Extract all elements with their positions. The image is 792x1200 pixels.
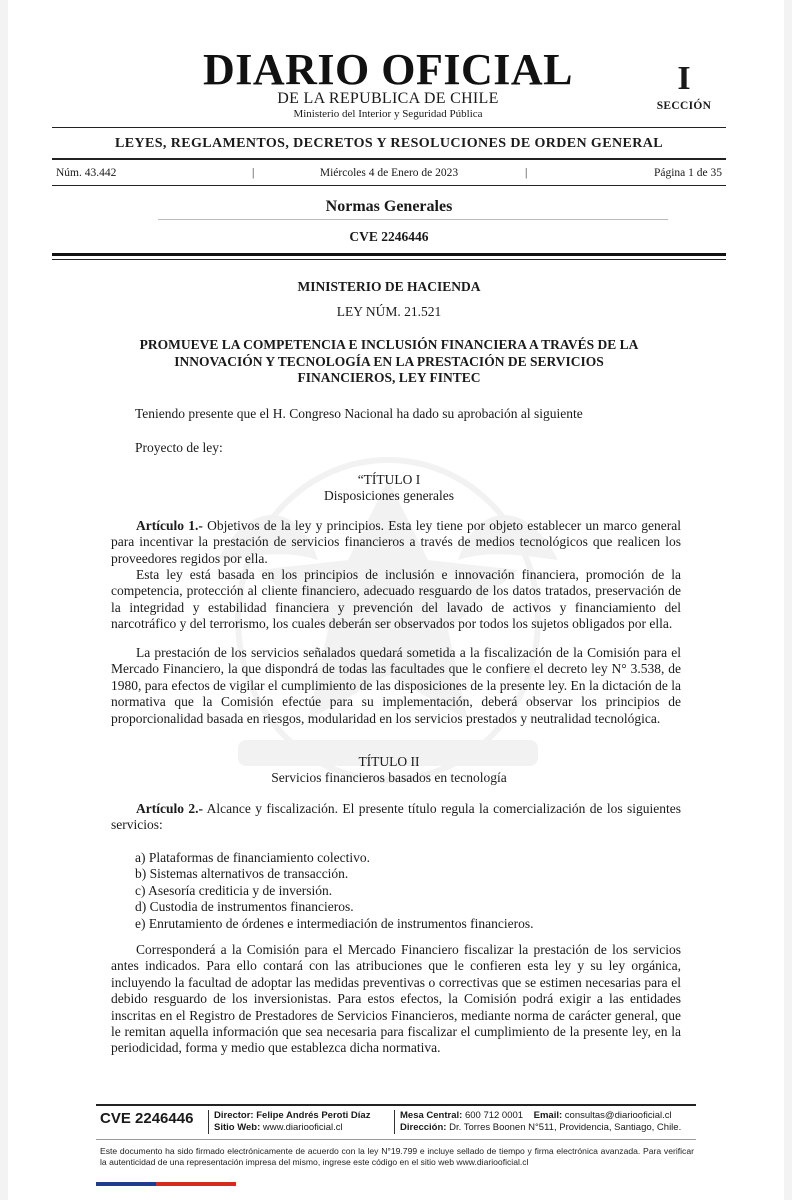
masthead-ministry: Ministerio del Interior y Seguridad Pública bbox=[293, 108, 483, 120]
article-2-paragraph-1 bbox=[111, 801, 681, 834]
footer-top-rule bbox=[96, 1104, 696, 1106]
mesa-label: Mesa Central: bbox=[400, 1110, 463, 1121]
director-name: Felipe Andrés Peroti Díaz bbox=[256, 1110, 371, 1121]
footer-signature-note: Este documento ha sido firmado electrónicamente de acuerdo con la ley N°19.799 e incluye sellado de tiempo y firma electrónica avanzada. Para verificar la autenticidad de una representación impresa del mismo, ingrese este código en el sitio web www.diariooficial.cl bbox=[100, 1146, 694, 1167]
cve-header: CVE 2246446 bbox=[349, 229, 429, 244]
category-divider bbox=[158, 219, 668, 220]
law-title-line-3: FINANCIEROS, LEY FINTEC bbox=[297, 370, 481, 385]
website-label: Sitio Web: bbox=[214, 1122, 261, 1133]
issue-number: Núm. 43.442 bbox=[56, 167, 117, 179]
footer-director-block bbox=[214, 1110, 370, 1134]
category-heading: Normas Generales bbox=[325, 198, 453, 215]
document-page bbox=[8, 0, 784, 1200]
issue-date: Miércoles 4 de Enero de 2023 bbox=[319, 167, 459, 179]
article-1-paragraph-2: Esta ley está basada en los principios de inclusión e innovación financiera, promoción de la competencia, protección al cliente financiero, adecuado resguardo de los datos tratados, preservación de la integridad y estabilidad financiera y prevención del lavado de activos y financiamiento del narcotráfico y del terrorismo, los cuales deberán ser observados por todos los sujetos obligados por ella. bbox=[111, 567, 681, 632]
titulo-2-subheading: Servicios financieros basados en tecnología bbox=[271, 770, 507, 785]
separator: | bbox=[525, 167, 528, 179]
banner-heading: LEYES, REGLAMENTOS, DECRETOS Y RESOLUCIONES DE ORDEN GENERAL bbox=[115, 136, 663, 151]
mesa-phone: 600 712 0001 bbox=[464, 1110, 524, 1121]
header-bottom-rule bbox=[52, 253, 726, 256]
email-label: Email: bbox=[533, 1110, 563, 1121]
proyecto-label: Proyecto de ley: bbox=[135, 440, 223, 455]
footer-contact-block bbox=[400, 1110, 696, 1134]
titulo-2-heading: TÍTULO II bbox=[358, 754, 420, 769]
law-title-line-2: INNOVACIÓN Y TECNOLOGÍA EN LA PRESTACIÓN DE SERVICIOS bbox=[174, 353, 604, 369]
document-ministry: MINISTERIO DE HACIENDA bbox=[297, 279, 481, 294]
services-list bbox=[135, 850, 695, 932]
list-item: b) Sistemas alternativos de transacción. bbox=[135, 866, 349, 882]
footer-cve: CVE 2246446 bbox=[100, 1110, 194, 1127]
article-2-label: Artículo 2.- bbox=[136, 801, 203, 816]
footer-divider bbox=[208, 1110, 209, 1134]
list-item: a) Plataformas de financiamiento colectivo. bbox=[135, 850, 371, 865]
section-number: I bbox=[677, 60, 691, 97]
law-title-line-1: PROMUEVE LA COMPETENCIA E INCLUSIÓN FINANCIERA A TRAVÉS DE LA bbox=[139, 337, 639, 352]
direccion-value: Dr. Torres Boonen N°511, Providencia, Santiago, Chile. bbox=[449, 1122, 682, 1133]
law-number: LEY NÚM. 21.521 bbox=[336, 304, 442, 319]
page-indicator: Página 1 de 35 bbox=[653, 167, 722, 179]
masthead-subtitle: DE LA REPUBLICA DE CHILE bbox=[277, 90, 499, 107]
header-bottom-rule-thin bbox=[52, 259, 726, 260]
flag-stripe-blue bbox=[96, 1182, 156, 1186]
list-item: d) Custodia de instrumentos financieros. bbox=[135, 899, 354, 915]
separator: | bbox=[252, 167, 255, 179]
website-link[interactable]: www.diariooficial.cl bbox=[262, 1122, 343, 1133]
flag-stripe-red bbox=[156, 1182, 236, 1186]
article-1-paragraph-3: La prestación de los servicios señalados quedará sometida a la fiscalización de la Comisión para el Mercado Financiero, la que dispondrá de todas las facultades que le confiere el decreto ley N° 3.538, de 1980, para efectos de vigilar el cumplimiento de las disposiciones de la presente ley. En la dictación de la normativa que la Comisión efectúe para su implementación, deberá observar los principios de proporcionalidad basada en riesgos, modularidad en los servicios prestados y neutralidad tecnológica. bbox=[111, 645, 681, 726]
titulo-1-heading: “TÍTULO I bbox=[357, 472, 421, 487]
article-2-text: Alcance y fiscalización. El presente título regula la comercialización de los siguientes servicios: bbox=[111, 801, 681, 833]
article-1-paragraph-1 bbox=[111, 518, 681, 567]
intro-paragraph: Teniendo presente que el H. Congreso Nacional ha dado su aprobación al siguiente bbox=[135, 406, 583, 421]
titulo-1-subheading: Disposiciones generales bbox=[323, 488, 455, 503]
list-item: e) Enrutamiento de órdenes e intermediación de instrumentos financieros. bbox=[135, 915, 534, 931]
section-label: SECCIÓN bbox=[656, 100, 712, 112]
header-divider bbox=[52, 127, 726, 128]
banner-divider bbox=[52, 158, 726, 160]
masthead-title: DIARIO OFICIAL bbox=[202, 45, 574, 94]
article-2-paragraph-2: Corresponderá a la Comisión para el Mercado Financiero fiscalizar la prestación de los servicios antes indicados. Para ello contará con las atribuciones que le confieren esta ley y su ley orgánica, incluyendo la facultad de adoptar las medidas preventivas o correctivas que se estimen necesarias para el debido resguardo de los inversionistas. Para estos efectos, la Comisión podrá exigir a las entidades inscritas en el Registro de Prestadores de Servicios Financieros, mediante norma de carácter general, que le remitan aquella información que sea necesaria para fiscalizar el cumplimiento de la presente ley, en la periodicidad, forma y medio que establezca dicha normativa. bbox=[111, 942, 681, 1056]
article-1-label: Artículo 1.- bbox=[136, 518, 203, 533]
article-1-text: Objetivos de la ley y principios. Esta ley tiene por objeto establecer un marco general para incentivar la prestación de servicios financieros a través de medios tecnológicos que realicen los proveedores regidos por ella. bbox=[111, 518, 682, 566]
issue-divider bbox=[52, 185, 726, 186]
email-link[interactable]: consultas@diariooficial.cl bbox=[564, 1110, 672, 1121]
direccion-label: Dirección: bbox=[400, 1122, 447, 1133]
list-item: c) Asesoría crediticia y de inversión. bbox=[135, 882, 333, 898]
footer-mid-rule bbox=[96, 1139, 696, 1140]
director-label: Director: bbox=[214, 1110, 254, 1121]
footer-divider bbox=[394, 1110, 395, 1134]
